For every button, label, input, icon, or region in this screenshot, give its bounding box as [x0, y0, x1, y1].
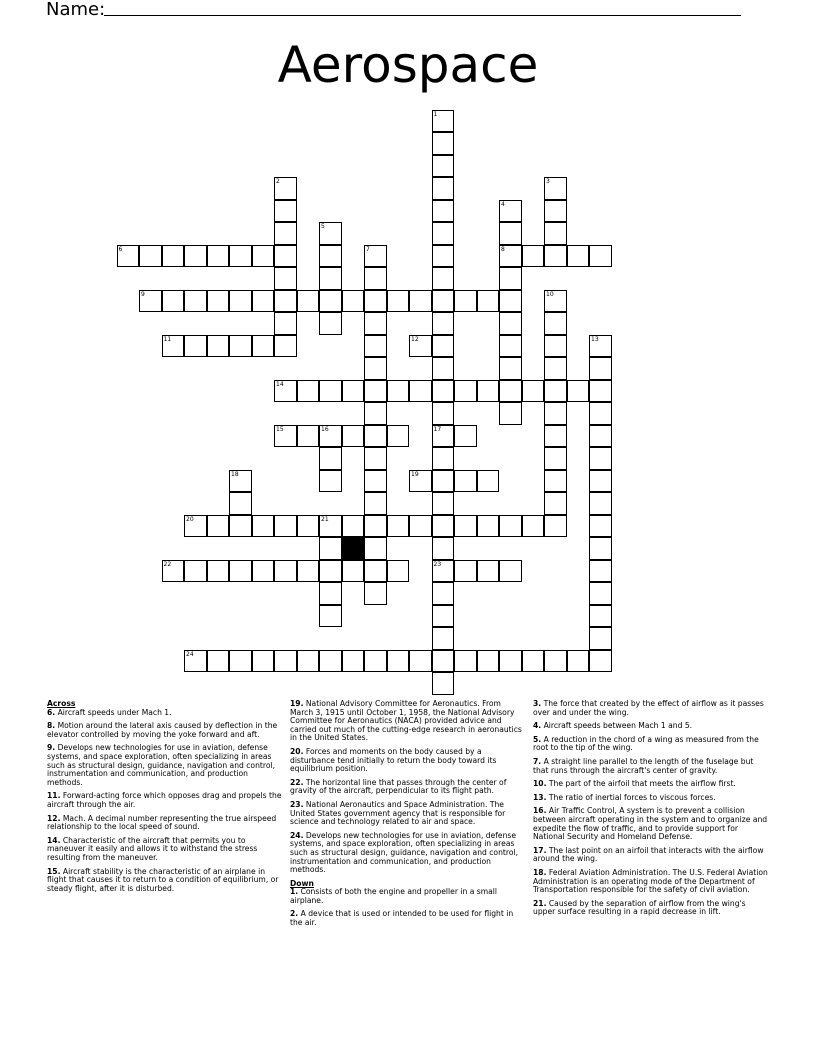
grid-cell[interactable] — [364, 447, 387, 470]
grid-cell[interactable] — [432, 290, 455, 313]
clue-number: 19 — [411, 470, 419, 478]
grid-cell[interactable] — [297, 515, 320, 538]
grid-cell[interactable] — [589, 650, 612, 673]
grid-cell[interactable] — [139, 290, 162, 313]
grid-cell[interactable] — [162, 290, 185, 313]
grid-cell[interactable] — [319, 290, 342, 313]
grid-cell[interactable] — [544, 650, 567, 673]
grid-cell[interactable] — [229, 650, 252, 673]
grid-cell[interactable] — [409, 650, 432, 673]
clue-number: 16 — [321, 425, 329, 433]
grid-cell[interactable] — [432, 110, 455, 133]
grid-cell[interactable] — [499, 222, 522, 245]
grid-cell[interactable] — [544, 335, 567, 358]
grid-cell[interactable] — [544, 290, 567, 313]
grid-cell[interactable] — [364, 560, 387, 583]
grid-cell[interactable] — [319, 537, 342, 560]
grid-cell[interactable] — [522, 650, 545, 673]
grid-block-cell — [342, 537, 365, 560]
clue-num: 8. — [47, 721, 56, 731]
grid-cell[interactable] — [589, 537, 612, 560]
grid-cell[interactable] — [499, 335, 522, 358]
down-clue — [533, 780, 769, 789]
grid-cell[interactable] — [274, 560, 297, 583]
grid-cell[interactable] — [499, 560, 522, 583]
down-clue — [533, 869, 769, 895]
clue-num: 16. — [533, 806, 547, 816]
name-label: Name: — [46, 0, 106, 20]
clue-text: Develops new technologies for use in aviation, defense systems, and space exploration, often specializing in areas such as structural design, guidance, navigation and control, instrumentation and communication, and production methods. — [47, 743, 275, 787]
grid-cell[interactable] — [364, 402, 387, 425]
grid-cell[interactable] — [567, 245, 590, 268]
grid-cell[interactable] — [274, 312, 297, 335]
grid-cell[interactable] — [589, 402, 612, 425]
clue-number: 11 — [163, 335, 172, 343]
across-clue — [47, 709, 283, 718]
grid-cell[interactable] — [207, 515, 230, 538]
clue-text: Mach. A decimal number representing the true airspeed relationship to the local speed of sound. — [47, 813, 277, 832]
grid-cell[interactable] — [567, 650, 590, 673]
clue-column-1 — [47, 700, 283, 898]
clue-num: 17. — [533, 845, 547, 855]
grid-cell[interactable] — [319, 425, 342, 448]
grid-cell[interactable] — [319, 650, 342, 673]
grid-cell[interactable] — [229, 335, 252, 358]
grid-cell[interactable] — [364, 492, 387, 515]
grid-cell[interactable] — [522, 380, 545, 403]
down-heading: Down — [290, 878, 314, 888]
grid-cell[interactable] — [252, 335, 275, 358]
grid-cell[interactable] — [319, 582, 342, 605]
across-clue — [290, 801, 526, 827]
grid-cell[interactable] — [364, 357, 387, 380]
clue-num: 5. — [533, 734, 542, 744]
grid-cell[interactable] — [184, 560, 207, 583]
down-clue — [290, 888, 526, 905]
clue-number: 23 — [433, 560, 442, 568]
grid-cell[interactable] — [522, 515, 545, 538]
grid-cell[interactable] — [364, 380, 387, 403]
clue-text: Caused by the separation of airflow from the wing's upper surface resulting in a rapid decrease in lift. — [533, 898, 746, 917]
grid-cell[interactable] — [184, 650, 207, 673]
grid-cell[interactable] — [297, 650, 320, 673]
down-clue — [533, 900, 769, 917]
grid-cell[interactable] — [319, 515, 342, 538]
clue-text: National Aeronautics and Space Administration. The United States government agency that is responsible for science and technology related to air and space. — [290, 799, 506, 827]
clue-num: 20. — [290, 746, 304, 756]
clue-number: 1 — [433, 110, 438, 118]
grid-cell[interactable] — [162, 245, 185, 268]
grid-cell[interactable] — [184, 245, 207, 268]
grid-cell[interactable] — [432, 357, 455, 380]
grid-cell[interactable] — [364, 537, 387, 560]
grid-cell[interactable] — [522, 245, 545, 268]
grid-cell[interactable] — [139, 245, 162, 268]
grid-cell[interactable] — [544, 200, 567, 223]
grid-cell[interactable] — [544, 402, 567, 425]
grid-cell[interactable] — [364, 425, 387, 448]
grid-cell[interactable] — [274, 290, 297, 313]
grid-cell[interactable] — [364, 245, 387, 268]
clue-num: 14. — [47, 835, 61, 845]
clue-text: The part of the airfoil that meets the airflow first. — [548, 779, 736, 789]
grid-cell[interactable] — [432, 470, 455, 493]
clue-text: A device that is used or intended to be used for flight in the air. — [290, 909, 514, 928]
grid-cell[interactable] — [207, 560, 230, 583]
grid-cell[interactable] — [297, 380, 320, 403]
grid-cell[interactable] — [432, 200, 455, 223]
grid-cell[interactable] — [544, 177, 567, 200]
grid-cell[interactable] — [432, 650, 455, 673]
grid-cell[interactable] — [499, 312, 522, 335]
grid-cell[interactable] — [477, 650, 500, 673]
grid-cell[interactable] — [499, 290, 522, 313]
grid-cell[interactable] — [589, 515, 612, 538]
grid-cell[interactable] — [162, 560, 185, 583]
clue-num: 15. — [47, 866, 61, 876]
clue-number: 18 — [231, 470, 239, 478]
grid-cell[interactable] — [364, 582, 387, 605]
down-clue — [533, 794, 769, 803]
grid-cell[interactable] — [274, 177, 297, 200]
grid-cell[interactable] — [297, 560, 320, 583]
grid-cell[interactable] — [229, 290, 252, 313]
grid-cell[interactable] — [229, 470, 252, 493]
clue-num: 6. — [47, 707, 56, 717]
grid-cell[interactable] — [319, 222, 342, 245]
grid-cell[interactable] — [432, 672, 455, 695]
clue-text: The horizontal line that passes through the center of gravity of the aircraft, perpendicular to its flight path. — [290, 777, 507, 796]
grid-cell[interactable] — [454, 425, 477, 448]
grid-cell[interactable] — [319, 267, 342, 290]
clue-num: 13. — [533, 792, 547, 802]
clue-num: 21. — [533, 898, 547, 908]
down-clue — [290, 910, 526, 927]
grid-cell[interactable] — [544, 380, 567, 403]
grid-cell[interactable] — [432, 627, 455, 650]
grid-cell[interactable] — [207, 650, 230, 673]
grid-cell[interactable] — [274, 335, 297, 358]
grid-cell[interactable] — [477, 290, 500, 313]
across-clue — [290, 832, 526, 875]
across-clue — [47, 792, 283, 809]
grid-cell[interactable] — [499, 650, 522, 673]
grid-cell[interactable] — [544, 357, 567, 380]
grid-cell[interactable] — [432, 380, 455, 403]
grid-cell[interactable] — [387, 650, 410, 673]
clue-number: 6 — [118, 245, 123, 253]
across-clue — [47, 744, 283, 787]
grid-cell[interactable] — [432, 155, 455, 178]
grid-cell[interactable] — [544, 312, 567, 335]
grid-cell[interactable] — [162, 335, 185, 358]
clue-text: Forces and moments on the body caused by a disturbance tend initially to return the body toward its equilibrium position. — [290, 746, 497, 774]
grid-cell[interactable] — [477, 560, 500, 583]
clue-text: Aircraft speeds under Mach 1. — [57, 707, 172, 717]
across-clue — [47, 837, 283, 863]
grid-cell[interactable] — [589, 335, 612, 358]
grid-cell[interactable] — [432, 132, 455, 155]
clue-text: National Advisory Committee for Aeronautics. From March 3, 1915 until October 1, 1958, the National Advisory Committee for Aeronautics (NACA) provided advice and carried out much of the cutting-edge research in aeronautics in the United States. — [290, 699, 522, 743]
grid-cell[interactable] — [454, 380, 477, 403]
grid-cell[interactable] — [387, 425, 410, 448]
grid-cell[interactable] — [589, 582, 612, 605]
grid-cell[interactable] — [274, 425, 297, 448]
grid-cell[interactable] — [432, 245, 455, 268]
grid-cell[interactable] — [252, 290, 275, 313]
grid-cell[interactable] — [319, 245, 342, 268]
grid-cell[interactable] — [432, 402, 455, 425]
clue-number: 15 — [276, 425, 284, 433]
grid-cell[interactable] — [589, 357, 612, 380]
grid-cell[interactable] — [364, 335, 387, 358]
across-clue — [290, 700, 526, 743]
grid-cell[interactable] — [252, 650, 275, 673]
clue-number: 4 — [501, 200, 505, 208]
clue-number: 17 — [433, 425, 442, 433]
across-clue — [290, 748, 526, 774]
grid-cell[interactable] — [454, 515, 477, 538]
grid-cell[interactable] — [274, 222, 297, 245]
clue-number: 9 — [141, 290, 145, 298]
grid-cell[interactable] — [364, 290, 387, 313]
clue-text: The force that created by the effect of airflow as it passes over and under the wing. — [533, 699, 764, 717]
grid-cell[interactable] — [409, 290, 432, 313]
clue-text: Federal Aviation Administration. The U.S. Federal Aviation Administration is an operating mode of the Department of Transportation responsible for the safety of civil aviation. — [533, 867, 768, 895]
grid-cell[interactable] — [432, 335, 455, 358]
grid-cell[interactable] — [432, 605, 455, 628]
grid-cell[interactable] — [544, 515, 567, 538]
clue-text: Motion around the lateral axis caused by deflection in the elevator controlled by moving the yoke forward and aft. — [47, 721, 278, 739]
clue-text: Consists of both the engine and propeller in a small airplane. — [290, 887, 497, 905]
clue-number: 12 — [411, 335, 419, 343]
down-clue — [533, 807, 769, 841]
grid-cell[interactable] — [364, 515, 387, 538]
grid-cell[interactable] — [432, 312, 455, 335]
grid-cell[interactable] — [207, 335, 230, 358]
grid-cell[interactable] — [544, 425, 567, 448]
grid-cell[interactable] — [184, 515, 207, 538]
grid-cell[interactable] — [342, 515, 365, 538]
grid-cell[interactable] — [364, 650, 387, 673]
grid-cell[interactable] — [297, 425, 320, 448]
grid-cell[interactable] — [432, 582, 455, 605]
grid-cell[interactable] — [387, 380, 410, 403]
grid-cell[interactable] — [499, 515, 522, 538]
grid-cell[interactable] — [342, 290, 365, 313]
clue-text: The ratio of inertial forces to viscous forces. — [548, 792, 716, 802]
grid-cell[interactable] — [274, 200, 297, 223]
clue-num: 12. — [47, 813, 61, 823]
grid-cell[interactable] — [499, 357, 522, 380]
grid-cell[interactable] — [387, 290, 410, 313]
grid-cell[interactable] — [544, 492, 567, 515]
grid-cell[interactable] — [499, 402, 522, 425]
grid-cell[interactable] — [589, 470, 612, 493]
across-clue — [47, 868, 283, 894]
grid-cell[interactable] — [342, 650, 365, 673]
grid-cell[interactable] — [589, 627, 612, 650]
clue-number: 8 — [501, 245, 505, 253]
grid-cell[interactable] — [319, 470, 342, 493]
grid-cell[interactable] — [454, 560, 477, 583]
clue-text: Aircraft stability is the characteristic of an airplane in flight that causes it to return to a condition of equilibrium, or steady flight, after it is disturbed. — [47, 866, 279, 893]
grid-cell[interactable] — [544, 222, 567, 245]
grid-cell[interactable] — [387, 560, 410, 583]
clue-number: 24 — [186, 650, 194, 658]
grid-cell[interactable] — [229, 492, 252, 515]
grid-cell[interactable] — [252, 245, 275, 268]
across-heading: Across — [47, 699, 76, 708]
puzzle-title: Aerospace — [277, 36, 539, 94]
grid-cell[interactable] — [589, 605, 612, 628]
clue-text: A reduction in the chord of a wing as measured from the root to the tip of the wing. — [533, 734, 759, 753]
across-clue — [290, 779, 526, 796]
clue-num: 7. — [533, 756, 542, 766]
grid-cell[interactable] — [432, 177, 455, 200]
clue-text: The last point on an airfoil that interacts with the airflow around the wing. — [533, 845, 764, 864]
grid-cell[interactable] — [274, 515, 297, 538]
clue-text: Develops new technologies for use in aviation, defense systems, and space exploration, often specializing in areas such as structural design, guidance, navigation and control, instrumentation and communication, and production methods. — [290, 830, 518, 875]
grid-cell[interactable] — [207, 245, 230, 268]
grid-cell[interactable] — [477, 470, 500, 493]
clue-column-3 — [533, 700, 769, 922]
clue-number: 14 — [276, 380, 284, 388]
down-clue — [533, 736, 769, 753]
clue-text: Forward-acting force which opposes drag and propels the aircraft through the air. — [47, 791, 282, 809]
grid-cell[interactable] — [477, 515, 500, 538]
clue-num: 3. — [533, 699, 542, 708]
grid-cell[interactable] — [544, 245, 567, 268]
grid-cell[interactable] — [432, 537, 455, 560]
clue-number: 2 — [276, 178, 280, 185]
clue-text: A straight line parallel to the length of the fuselage but that runs through the aircraft's center of gravity. — [533, 756, 754, 775]
grid-cell[interactable] — [274, 245, 297, 268]
grid-cell[interactable] — [589, 492, 612, 515]
clue-num: 11. — [47, 791, 61, 801]
grid-cell[interactable] — [387, 515, 410, 538]
grid-cell[interactable] — [274, 380, 297, 403]
grid-cell[interactable] — [252, 515, 275, 538]
clue-number: 3 — [546, 178, 550, 185]
grid-cell[interactable] — [274, 267, 297, 290]
grid-cell[interactable] — [117, 245, 140, 268]
across-clue — [47, 722, 283, 739]
grid-cell[interactable] — [454, 290, 477, 313]
grid-cell[interactable] — [544, 447, 567, 470]
grid-cell[interactable] — [297, 290, 320, 313]
grid-cell[interactable] — [589, 425, 612, 448]
grid-cell[interactable] — [499, 200, 522, 223]
clue-num: 9. — [47, 743, 56, 753]
down-clue — [533, 847, 769, 864]
grid-cell[interactable] — [589, 380, 612, 403]
grid-cell[interactable] — [432, 267, 455, 290]
grid-cell[interactable] — [409, 380, 432, 403]
clue-number: 22 — [163, 560, 172, 568]
grid-cell[interactable] — [319, 312, 342, 335]
clue-number: 20 — [186, 515, 194, 523]
grid-cell[interactable] — [184, 335, 207, 358]
grid-cell[interactable] — [319, 560, 342, 583]
grid-cell[interactable] — [409, 515, 432, 538]
clue-text: Characteristic of the aircraft that permits you to maneuver it easily and allows it to withstand the stress resulting from the maneuver. — [47, 835, 258, 862]
grid-cell[interactable] — [229, 245, 252, 268]
clue-num: 19. — [290, 699, 304, 708]
grid-cell[interactable] — [567, 380, 590, 403]
grid-cell[interactable] — [364, 470, 387, 493]
grid-cell[interactable] — [432, 222, 455, 245]
grid-cell[interactable] — [342, 560, 365, 583]
down-clue — [533, 758, 769, 775]
down-clue — [533, 700, 769, 717]
grid-cell[interactable] — [432, 447, 455, 470]
grid-cell[interactable] — [342, 380, 365, 403]
clue-number: 7 — [366, 245, 370, 253]
grid-cell[interactable] — [432, 492, 455, 515]
clue-num: 18. — [533, 867, 547, 877]
grid-cell[interactable] — [229, 560, 252, 583]
grid-cell[interactable] — [454, 470, 477, 493]
clue-number: 10 — [546, 290, 554, 298]
grid-cell[interactable] — [319, 447, 342, 470]
grid-cell[interactable] — [342, 425, 365, 448]
grid-cell[interactable] — [432, 560, 455, 583]
clue-num: 4. — [533, 721, 542, 731]
clue-text: Air Traffic Control, A system is to prevent a collision between aircraft operating in the system and to organize and expedite the flow of traffic, and to provide support for National Security and Homeland Defense. — [533, 806, 768, 842]
grid-cell[interactable] — [499, 380, 522, 403]
grid-cell[interactable] — [229, 515, 252, 538]
clue-num: 22. — [290, 777, 304, 787]
clue-num: 24. — [290, 830, 304, 840]
clue-num: 23. — [290, 799, 304, 809]
grid-cell[interactable] — [432, 515, 455, 538]
clue-num: 10. — [533, 779, 547, 789]
grid-cell[interactable] — [364, 267, 387, 290]
grid-cell[interactable] — [207, 290, 230, 313]
grid-cell[interactable] — [499, 267, 522, 290]
grid-cell[interactable] — [589, 447, 612, 470]
grid-cell[interactable] — [477, 380, 500, 403]
grid-cell[interactable] — [319, 380, 342, 403]
clue-number: 13 — [591, 335, 599, 343]
clue-number: 21 — [321, 515, 329, 523]
grid-cell[interactable] — [274, 650, 297, 673]
grid-cell[interactable] — [432, 425, 455, 448]
down-clue — [533, 722, 769, 731]
grid-cell[interactable] — [409, 470, 432, 493]
clue-text: Aircraft speeds between Mach 1 and 5. — [543, 721, 693, 731]
grid-cell[interactable] — [364, 312, 387, 335]
grid-cell[interactable] — [319, 605, 342, 628]
grid-cell[interactable] — [409, 335, 432, 358]
grid-cell[interactable] — [499, 245, 522, 268]
clue-number: 5 — [321, 223, 325, 230]
grid-cell[interactable] — [589, 560, 612, 583]
clue-num: 2. — [290, 909, 299, 919]
clue-column-2 — [290, 700, 526, 933]
grid-cell[interactable] — [589, 245, 612, 268]
grid-cell[interactable] — [454, 650, 477, 673]
clue-num: 1. — [290, 887, 299, 897]
grid-cell[interactable] — [252, 560, 275, 583]
grid-cell[interactable] — [544, 470, 567, 493]
grid-cell[interactable] — [184, 290, 207, 313]
across-clue — [47, 815, 283, 832]
